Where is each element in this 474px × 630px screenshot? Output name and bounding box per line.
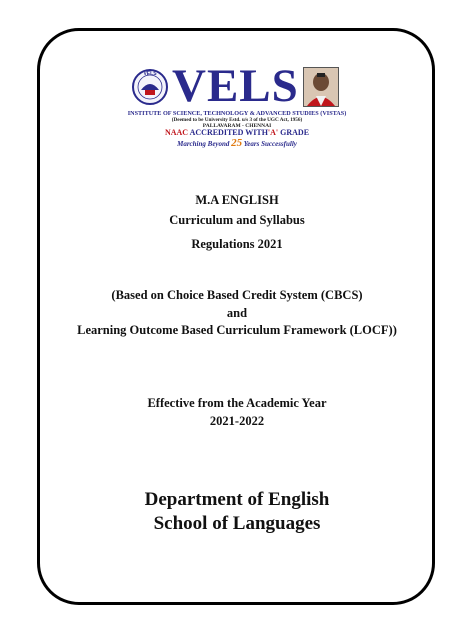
- school-name: School of Languages: [153, 513, 321, 534]
- marching-number: 25: [231, 137, 243, 149]
- basis-line-2: and: [226, 306, 248, 320]
- naac-text: ACCREDITED WITH: [189, 128, 268, 137]
- marching-after: Years Successfully: [243, 140, 297, 148]
- deemed-status: (Deemed to be University Estd. u/s 3 of the UGC Act, 1956): [171, 117, 303, 123]
- effective-label: Effective from the Academic Year: [147, 396, 327, 410]
- regulations: Regulations 2021: [191, 237, 283, 251]
- document-type: Curriculum and Syllabus: [169, 213, 305, 227]
- vels-logo-wordmark: VELS: [172, 60, 299, 112]
- institute-location: PALLAVARAM - CHENNAI: [202, 123, 272, 129]
- program-title: M.A ENGLISH: [195, 193, 279, 207]
- institute-name: INSTITUTE OF SCIENCE, TECHNOLOGY & ADVANCED STUDIES (VISTAS): [127, 110, 347, 117]
- marching-before: Marching Beyond: [177, 140, 230, 148]
- department-name: Department of English: [144, 489, 330, 510]
- naac-accreditation: [0, 128, 474, 137]
- naac-prefix: NAAC: [164, 128, 189, 137]
- naac-suffix: GRADE: [280, 128, 310, 137]
- founder-portrait-image: [303, 67, 339, 107]
- basis-line-1: (Based on Choice Based Credit System (CBCS): [111, 288, 363, 302]
- university-emblem-icon: [131, 66, 169, 106]
- basis-line-3: Learning Outcome Based Curriculum Framework (LOCF)): [77, 323, 397, 337]
- marching-tagline: [0, 137, 474, 149]
- emblem-text: VELS: [143, 71, 157, 77]
- academic-year: 2021-2022: [209, 414, 265, 428]
- institution-logo-row: [0, 60, 474, 112]
- naac-grade: 'A': [267, 128, 279, 137]
